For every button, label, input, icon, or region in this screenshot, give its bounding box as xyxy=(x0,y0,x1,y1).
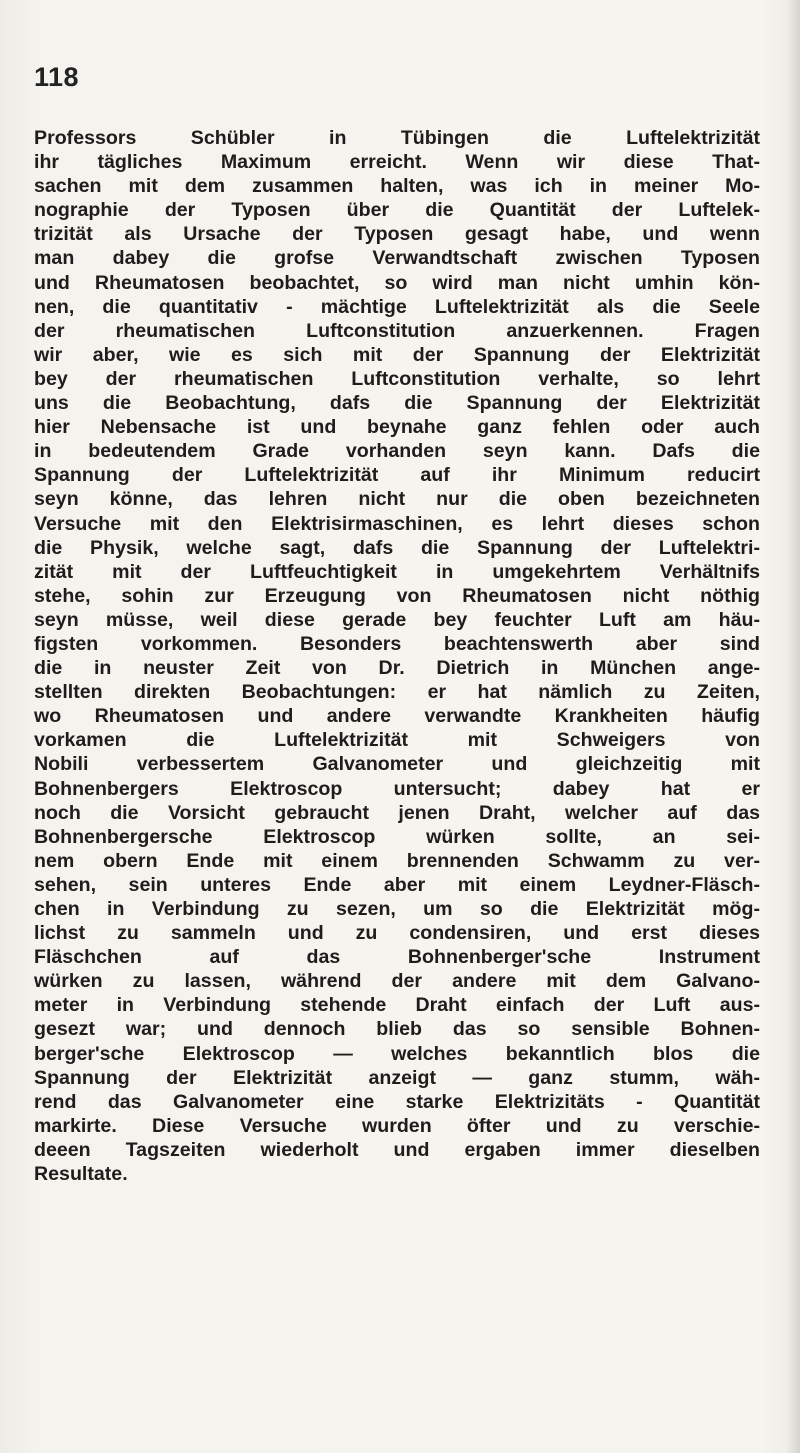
text-line: stehe, sohin zur Erzeugung von Rheumatosen nicht nöthig xyxy=(34,584,760,607)
text-line: ihr tägliches Maximum erreicht. Wenn wir diese That- xyxy=(34,151,760,174)
text-line: der rheumatischen Luftconstitution anzuerkennen. Fragen xyxy=(34,319,760,342)
text-line: in bedeutendem Grade vorhanden seyn kann. Dafs die xyxy=(34,440,760,463)
text-line: würken zu lassen, während der andere mit dem Galvano- xyxy=(34,970,760,993)
text-line: Professors Schübler in Tübingen die Luftelektrizität xyxy=(34,127,760,149)
text-line: figsten vorkommen. Besonders beachtenswerth aber sind xyxy=(34,632,760,655)
text-line: und Rheumatosen beobachtet, so wird man nicht umhin kön- xyxy=(34,271,760,294)
text-line: markirte. Diese Versuche wurden öfter und zu verschie- xyxy=(34,1114,760,1137)
text-line: die Physik, welche sagt, dafs die Spannung der Luftelektri- xyxy=(34,536,760,559)
text-line: nen, die quantitativ - mächtige Luftelektrizität als die Seele xyxy=(34,295,760,318)
text-line: Bohnenbergers Elektroscop untersucht; dabey hat er xyxy=(34,777,760,800)
text-line: nographie der Typosen über die Quantität der Luftelek- xyxy=(34,199,760,222)
body-text xyxy=(34,126,760,1186)
text-line: bey der rheumatischen Luftconstitution verhalte, so lehrt xyxy=(34,367,760,390)
text-line: lichst zu sammeln und zu condensiren, und erst dieses xyxy=(34,922,760,945)
text-line: meter in Verbindung stehende Draht einfach der Luft aus- xyxy=(34,994,760,1017)
text-line: seyn könne, das lehren nicht nur die oben bezeichneten xyxy=(34,488,760,511)
text-line: vorkamen die Luftelektrizität mit Schweigers von xyxy=(34,729,760,752)
page-edge-shadow xyxy=(786,0,800,1453)
text-line: man dabey die grofse Verwandtschaft zwischen Typosen xyxy=(34,247,760,270)
text-line: wir aber, wie es sich mit der Spannung der Elektrizität xyxy=(34,343,760,366)
text-line: deeen Tagszeiten wiederholt und ergaben immer dieselben xyxy=(34,1138,760,1161)
text-line: berger'sche Elektroscop — welches bekanntlich blos die xyxy=(34,1042,760,1065)
text-line: die in neuster Zeit von Dr. Dietrich in München ange- xyxy=(34,657,760,680)
text-line: gesezt war; und dennoch blieb das so sensible Bohnen- xyxy=(34,1018,760,1041)
text-line: stellten direkten Beobachtungen: er hat nämlich zu Zeiten, xyxy=(34,681,760,704)
text-line: Versuche mit den Elektrisirmaschinen, es lehrt dieses schon xyxy=(34,512,760,535)
page-number: 118 xyxy=(34,62,80,92)
text-line: chen in Verbindung zu sezen, um so die Elektrizität mög- xyxy=(34,898,760,920)
text-line: Bohnenbergersche Elektroscop würken sollte, an sei- xyxy=(34,825,760,848)
text-line: Spannung der Elektrizität anzeigt — ganz stumm, wäh- xyxy=(34,1066,760,1089)
text-line: rend das Galvanometer eine starke Elektrizitäts - Quantität xyxy=(34,1090,760,1113)
text-line: wo Rheumatosen und andere verwandte Krankheiten häufig xyxy=(34,705,760,728)
text-line: sehen, sein unteres Ende aber mit einem Leydner-Fläsch- xyxy=(34,873,760,896)
text-line: zität mit der Luftfeuchtigkeit in umgekehrtem Verhältnifs xyxy=(34,560,760,583)
text-line: Resultate. xyxy=(34,1163,128,1186)
text-line: uns die Beobachtung, dafs die Spannung der Elektrizität xyxy=(34,392,760,415)
text-line: Nobili verbessertem Galvanometer und gleichzeitig mit xyxy=(34,753,760,776)
text-line: trizität als Ursache der Typosen gesagt habe, und wenn xyxy=(34,223,760,246)
text-line: Fläschchen auf das Bohnenberger'sche Instrument xyxy=(34,946,760,969)
text-line: nem obern Ende mit einem brennenden Schwamm zu ver- xyxy=(34,849,760,872)
text-line: noch die Vorsicht gebraucht jenen Draht, welcher auf das xyxy=(34,801,760,824)
text-line: hier Nebensache ist und beynahe ganz fehlen oder auch xyxy=(34,416,760,439)
text-line: seyn müsse, weil diese gerade bey feuchter Luft am häu- xyxy=(34,608,760,631)
text-line: Spannung der Luftelektrizität auf ihr Minimum reducirt xyxy=(34,464,760,487)
text-line: sachen mit dem zusammen halten, was ich in meiner Mo- xyxy=(34,175,760,198)
